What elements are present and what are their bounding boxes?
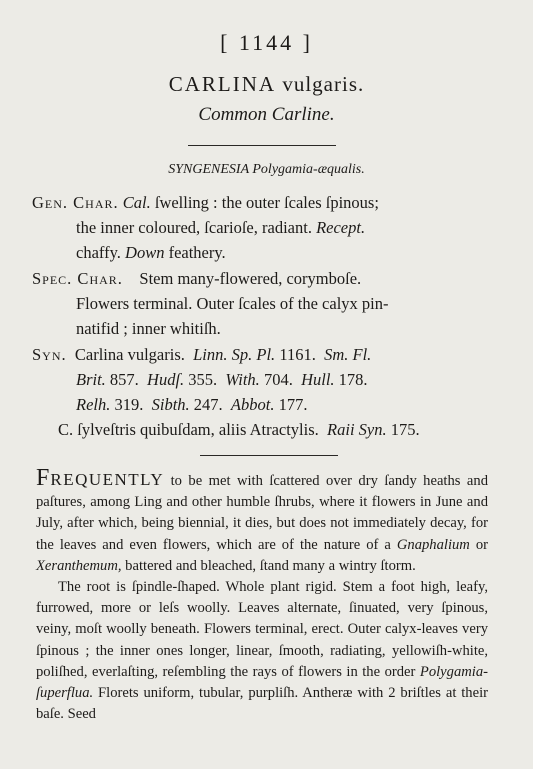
syn-ref: Relh.	[76, 395, 111, 414]
common-name: Common Carline.	[198, 104, 335, 125]
gen-char-text: chaffy.	[76, 243, 126, 262]
gen-char-label: Gen. Char.	[32, 193, 119, 212]
paragraph-text: to be met with ſcattered over dry ſandy heaths and paſtures, among Ling and other humble ſhrubs, where it flowers in June and July, after which, being biennial, it dies, but does not immediately decay, for the leaves and even flowers, which are of the nature of a	[36, 473, 488, 553]
syn-ref: Raii Syn.	[327, 420, 387, 439]
syn-ref: Brit.	[76, 370, 106, 389]
paragraph-text: battered and bleached, ſtand many a wintry ſtorm.	[121, 557, 416, 574]
syn-label: Syn.	[32, 345, 67, 364]
paragraph-1	[36, 465, 488, 577]
syn-ref: With.	[225, 370, 260, 389]
gen-char-text: the inner coloured, ſcarioſe, radiant.	[76, 218, 317, 237]
paragraph-italic: Gnaphalium	[396, 536, 470, 553]
spec-char-text: Stem many-flowered, corymboſe.	[139, 269, 362, 288]
syn-ref: Hull.	[301, 370, 335, 389]
syn-ref: Linn. Sp. Pl.	[193, 345, 276, 364]
paragraph-italic: Polygamia-ſuperflua.	[36, 663, 488, 702]
plant-title	[0, 72, 533, 97]
syn-ref: Abbot.	[230, 395, 275, 414]
species-name: vulgaris.	[282, 72, 365, 96]
page-number: [ 1144 ]	[220, 30, 313, 55]
paragraph-text: Florets uniform, tubular, purpliſh. Antheræ with 2 briſtles at their baſe. Seed	[36, 685, 488, 723]
gen-char-text: feathery.	[164, 243, 226, 262]
syn-ref-num: 247.	[189, 395, 223, 414]
syn-ref: Hudſ.	[147, 370, 185, 389]
syn-ref: Sibth.	[151, 395, 190, 414]
syn-alt-name: C. ſylveſtris quibuſdam, aliis Atractylis.	[58, 420, 319, 439]
middle-divider	[200, 455, 338, 456]
specific-character	[32, 266, 492, 341]
paragraph-text: The root is ſpindle-ſhaped. Whole plant rigid. Stem a foot high, leafy, furrowed, more or leſs woolly. Leaves alternate, ſinuated, very ſpinous, veiny, moſt woolly beneath. Flowers terminal, erect. Outer calyx-leaves very ſpinous ; the inner ones longer, linear, ſmooth, radiating, yellowiſh-white, poliſhed, everlaſting, reſembling the rays of flowers in the order	[36, 579, 488, 680]
syn-ref-num: 319.	[110, 395, 144, 414]
genus-name: CARLINA	[168, 72, 277, 96]
paragraph-italic: Xeranthemum,	[36, 557, 122, 574]
syn-ref-num: 857.	[105, 370, 139, 389]
paragraph-text: or	[469, 536, 488, 553]
syn-ref-num: 175.	[386, 420, 420, 439]
order-name: Polygamia-æqualis.	[252, 162, 365, 177]
classification	[0, 162, 533, 178]
syn-name: Carlina vulgaris.	[74, 345, 185, 364]
gen-char-term: Recept.	[316, 218, 366, 237]
syn-ref-num: 1161.	[275, 345, 316, 364]
lead-word: REQUENTLY	[50, 470, 165, 489]
spec-char-text: Flowers terminal. Outer ſcales of the calyx pin-	[76, 294, 389, 313]
description-text	[36, 465, 488, 725]
synonym-alt	[58, 417, 498, 442]
syn-ref-num: 704.	[259, 370, 293, 389]
paragraph-2	[36, 577, 488, 725]
spec-char-label: Spec. Char.	[32, 269, 123, 288]
spec-char-text: natifid ; inner whitiſh.	[76, 319, 221, 338]
gen-char-term: Down	[125, 243, 165, 262]
drop-cap: F	[36, 465, 51, 491]
gen-char-term: Cal.	[122, 193, 151, 212]
syn-ref-num: 177.	[274, 395, 308, 414]
synonyms	[32, 342, 492, 417]
gen-char-text: ſwelling : the outer ſcales ſpinous;	[150, 193, 379, 212]
syn-ref-num: 178.	[334, 370, 368, 389]
syn-ref-num: 355.	[184, 370, 218, 389]
syn-ref: Sm. Fl.	[324, 345, 372, 364]
generic-character	[32, 190, 492, 265]
top-divider	[188, 145, 336, 146]
class-name: SYNGENESIA	[168, 162, 249, 177]
